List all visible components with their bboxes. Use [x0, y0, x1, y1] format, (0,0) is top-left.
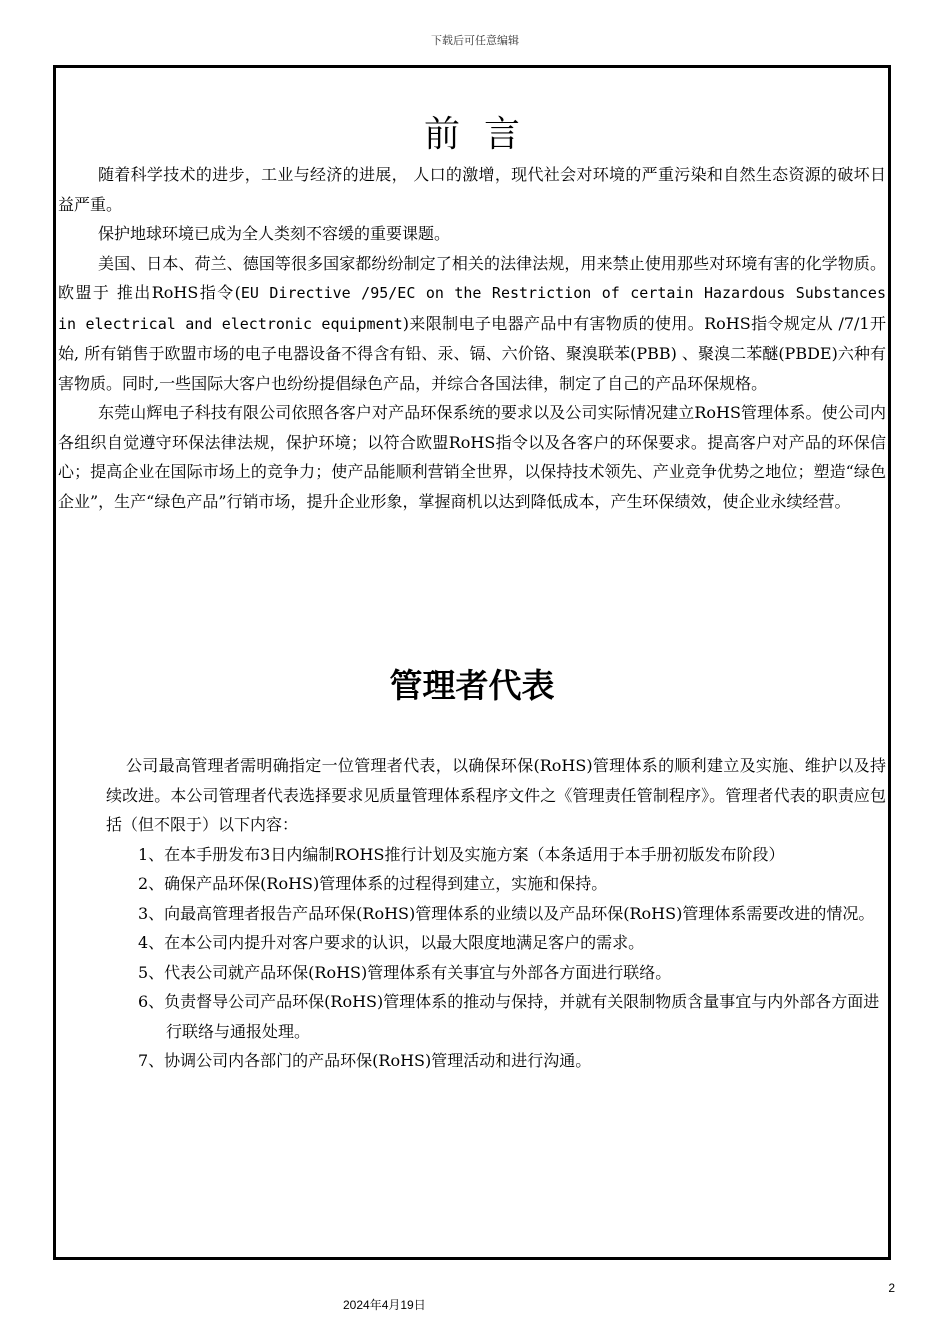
rep-item-6: 6、负责督导公司产品环保(RoHS)管理体系的推动与保持，并就有关限制物质含量事宜与内外部各方面进行联络与通报处理。	[138, 992, 880, 1041]
preface-paragraph-2: 保护地球环境已成为全人类刻不容缓的重要课题。	[98, 224, 451, 243]
page-frame	[53, 65, 891, 1260]
rep-item-4: 4、在本公司内提升对客户要求的认识，以最大限度地满足客户的需求。	[138, 933, 645, 952]
rep-item-2: 2、确保产品环保(RoHS)管理体系的过程得到建立，实施和保持。	[138, 874, 608, 893]
preface-title: 前言	[423, 114, 544, 155]
preface-paragraph-1: 随着科学技术的进步，工业与经济的进展， 人口的激增，现代社会对环境的严重污染和自然生态资源的破坏日益严重。	[58, 165, 886, 214]
preface-paragraph-4: 东莞山辉电子科技有限公司依照各客户对产品环保系统的要求以及公司实际情况建立RoHS管理体系。使公司内各组织自觉遵守环保法律法规，保护环境；以符合欧盟RoHS指令以及各客户的环保要求。提高客户对产品的环保信心；提高企业在国际市场上的竞争力；使产品能顺利营销全世界，以保持技术领先、产业竞争优势之地位；塑造“绿色企业”，生产“绿色产品”行销市场，提升企业形象，掌握商机以达到降低成本，产生环保绩效，使企业永续经营。	[58, 403, 886, 511]
rep-item-5: 5、代表公司就产品环保(RoHS)管理体系有关事宜与外部各方面进行联络。	[138, 962, 672, 982]
rep-item-1: 1、在本手册发布3日内编制ROHS推行计划及实施方案（本条适用于本手册初版发布阶段）	[138, 844, 785, 864]
rohs-directive-name: EU Directive /95/EC on the Restriction of certain Hazardous Substances in electrical and electronic equipment	[58, 284, 886, 333]
rep-intro: 公司最高管理者需明确指定一位管理者代表，以确保环保(RoHS)管理体系的顺利建立及实施、维护以及持续改进。本公司管理者代表选择要求见质量管理体系程序文件之《管理责任管制程序》。管理者代表的职责应包括（但不限于）以下内容：	[106, 756, 886, 834]
rep-section	[58, 751, 886, 1076]
preface-p3-part-a: 美国、日本、荷兰、德国等很多国家都纷纷制定了相关的法律法规，用来禁止使用那些对环境有害的化学物质。欧盟于 推出RoHS指令(	[58, 253, 886, 302]
header-note: 下载后可任意编辑	[431, 34, 519, 47]
rep-item-7: 7、协调公司内各部门的产品环保(RoHS)管理活动和进行沟通。	[138, 1051, 592, 1070]
page-content	[58, 68, 886, 1076]
preface-p3-part-c: )来限制电子电器产品中有害物质的使用。RoHS指令规定从 /7/1开始, 所有销售于欧盟市场的电子电器设备不得含有铅、汞、镉、六价铬、聚溴联苯(PBB) 、聚溴二苯醚(PBDE)六种有害物质。同时,一些国际大客户也纷纷提倡绿色产品，并综合各国法律，制定了自己的产品环保规格。	[58, 313, 886, 393]
page-number: 2	[888, 1281, 895, 1295]
rep-title: 管理者代表	[389, 666, 555, 705]
rep-item-3: 3、向最高管理者报告产品环保(RoHS)管理体系的业绩以及产品环保(RoHS)管理体系需要改进的情况。	[138, 903, 875, 923]
preface-paragraph-3	[58, 249, 886, 399]
footer-date: 2024年4月19日	[343, 1298, 426, 1312]
